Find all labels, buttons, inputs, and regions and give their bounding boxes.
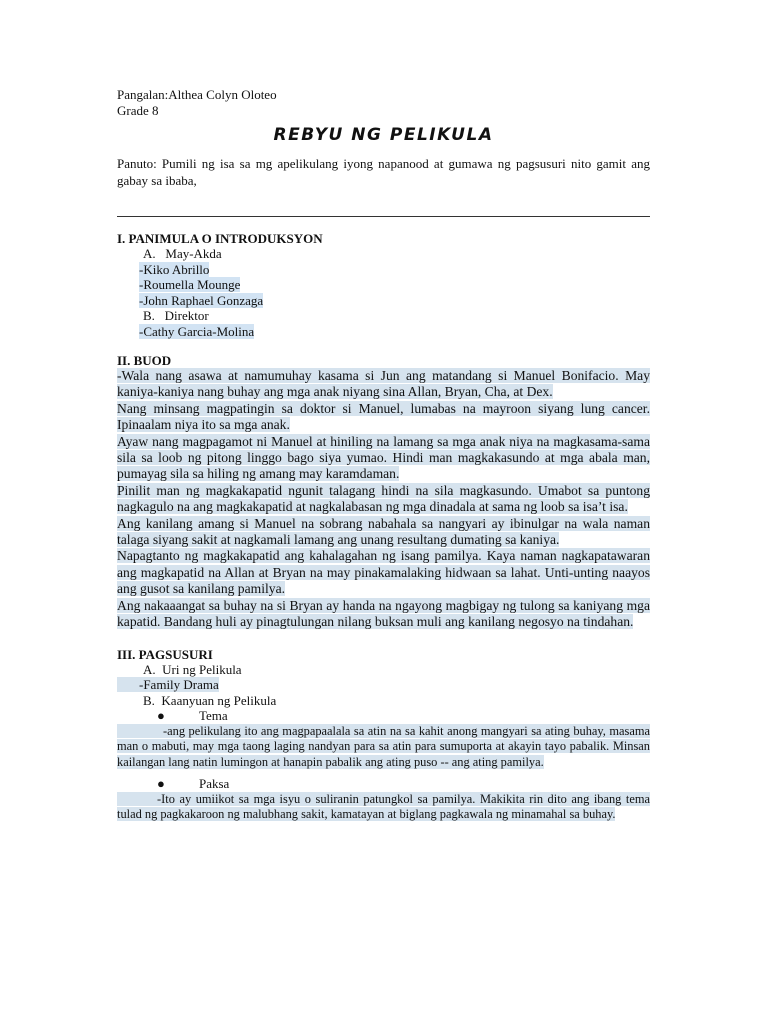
summary-paragraph: Ang kanilang amang si Manuel na sobrang nabahala sa nangyari ay ibinulgar na wala naman talaga siyang sakit at nagkamali lamang ang unang resultang dumating sa kaniya. bbox=[117, 515, 650, 548]
bullet-icon: ● bbox=[157, 776, 165, 792]
summary-body bbox=[117, 368, 650, 631]
tema-text: -ang pelikulang ito ang magpapaalala sa atin na sa kahit anong mangyari sa ating buhay, masama man o mabuti, may mga taong laging nandyan para sa atin para sumuporta at akayin tayo pabalik. Minsan kailangan lang natin lumingon at hanapin pabalik ang ating puso -- ang ating pamilya. bbox=[117, 723, 650, 769]
paksa-body bbox=[117, 792, 650, 823]
bullet-item-tema bbox=[117, 708, 650, 724]
director-name: -Cathy Garcia-Molina bbox=[139, 323, 255, 339]
bullet-item-paksa bbox=[117, 776, 650, 792]
author-item: -Kiko Abrillo bbox=[139, 261, 210, 277]
section-2-heading: II. BUOD bbox=[117, 353, 172, 368]
summary-paragraph: Pinilit man ng magkakapatid ngunit talagang hindi na sila magkasundo. Umabot sa puntong nagkagulo na ang magkakapatid at nagkalabasan ng mga dinadala at sama ng loob sa isa’t isa. bbox=[117, 482, 650, 515]
grade-level: Grade 8 bbox=[117, 102, 159, 118]
tema-body bbox=[117, 724, 650, 771]
author-item: -John Raphael Gonzaga bbox=[139, 292, 264, 308]
author-item: -Roumella Mounge bbox=[139, 277, 241, 292]
summary-paragraph: Nang minsang magpatingin sa doktor si Manuel, lumabas na mayroon siyang lung cancer. Ipinaalam niya ito sa mga anak. bbox=[117, 400, 650, 433]
summary-paragraph: Ayaw nang magpagamot ni Manuel at hiniling na lamang sa mga anak niya na magkasama-sama sila sa loob ng pitong linggo bago siya yumao. Hindi man magkakasundo at mga abala man, pumayag sila sa hiling ng amang may karamdaman. bbox=[117, 433, 650, 482]
document-title: REBYU NG PELIKULA bbox=[273, 125, 494, 145]
instructions: Panuto: Pumili ng isa sa mg apelikulang iyong napanood at gumawa ng pagsusuri nito gamit ang gabay sa ibaba, bbox=[117, 156, 650, 188]
subsection-author-label: A. May-Akda bbox=[143, 246, 222, 261]
bullet-icon: ● bbox=[157, 708, 165, 723]
bullet-label: Paksa bbox=[199, 776, 230, 792]
bullet-label: Tema bbox=[199, 708, 228, 723]
subsection-genre-label: A. Uri ng Pelikula bbox=[143, 661, 242, 677]
student-name: Pangalan:Althea Colyn Oloteo bbox=[117, 87, 277, 102]
paksa-text: -Ito ay umiikot sa mga isyu o suliranin patungkol sa pamilya. Makikita rin dito ang ibang tema tulad ng pagkakaroon ng malubhang sakit, kamatayan at biglang pagkawala ng minamahal sa buhay. bbox=[117, 791, 650, 822]
subsection-form-label: B. Kaanyuan ng Pelikula bbox=[143, 692, 277, 708]
document-page bbox=[117, 87, 650, 823]
subsection-director-label: B. Direktor bbox=[143, 308, 209, 323]
summary-paragraph: -Wala nang asawa at namumuhay kasama si Jun ang matandang si Manuel Bonifacio. May kaniya-kaniya nang buhay ang mga anak niyang sina Allan, Bryan, Cha, at Dex. bbox=[117, 368, 650, 400]
genre-value: -Family Drama bbox=[117, 677, 219, 692]
section-3-heading: III. PAGSUSURI bbox=[117, 646, 213, 662]
section-1-heading: I. PANIMULA O INTRODUKSYON bbox=[117, 231, 323, 246]
summary-paragraph: Napagtanto ng magkakapatid ang kahalagahan ng isang pamilya. Kaya naman nagkapatawaran ang magkapatid na Allan at Bryan na may pinakamalaking hidwaan sa lahat. Unti-unting naayos ang gusot sa kanilang pamilya. bbox=[117, 548, 650, 597]
summary-paragraph: Ang nakaaangat sa buhay na si Bryan ay handa na ngayong magbigay ng tulong sa kaniyang mga kapatid. Bandang huli ay pinagtulungan nilang buksan muli ang kanilang negosyo na tindahan. bbox=[117, 597, 650, 630]
